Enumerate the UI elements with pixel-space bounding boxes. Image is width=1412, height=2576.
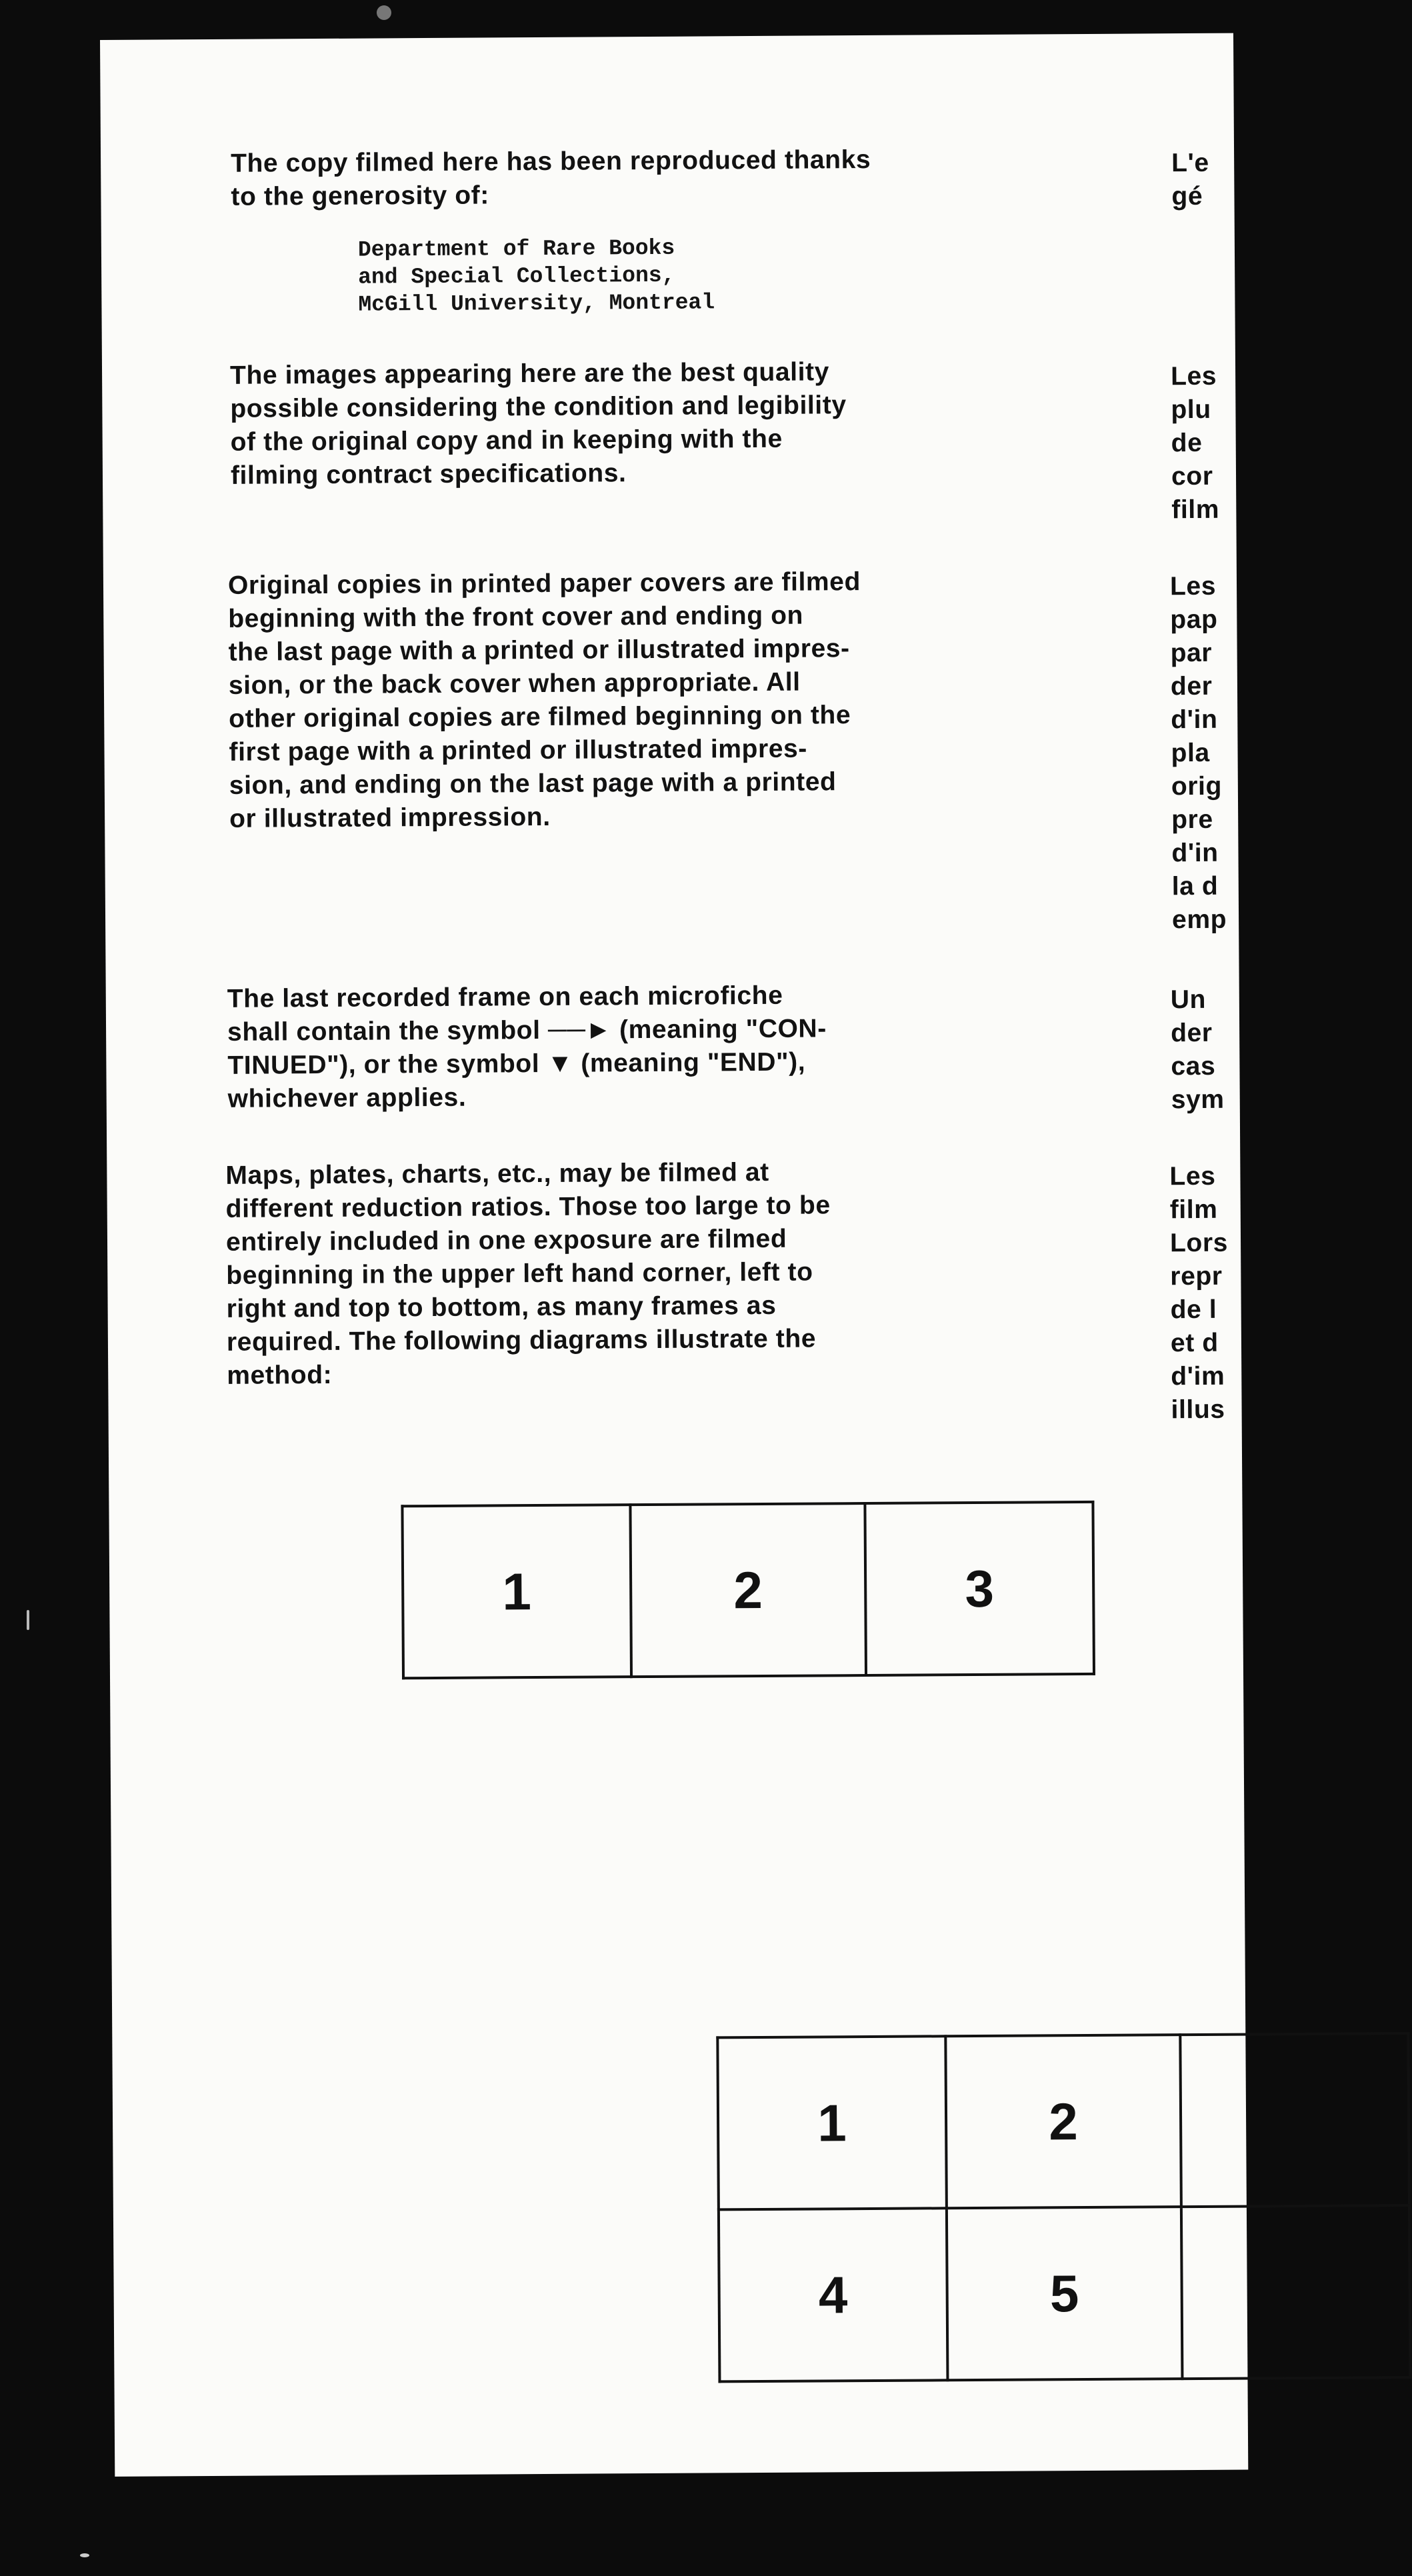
last-frame-text: The last recorded frame on each microfiche shall contain the symbol ──► (meaning "CON- TINUED"), or the symbol ▼ (meaning "END"), whichever applies. (227, 981, 827, 1113)
maps-plates-text: Maps, plates, charts, etc., may be filmed at different reduction ratios. Those too large to be entirely included in one exposure are filmed beginning in the upper left hand corner, left to right and top to bottom, as many frames as required. The following diagrams illustrate the method: (225, 1157, 831, 1390)
grid-cell-2: 2 (945, 2035, 1181, 2208)
institution-name: Department of Rare Books and Special Collections, McGill University, Montreal (357, 235, 715, 317)
french-intro-text: L'e gé (1171, 148, 1209, 211)
document-page (100, 33, 1248, 2477)
scan-speck (80, 2553, 89, 2557)
grid-cell-4: 4 (719, 2208, 947, 2381)
frame-cell-3: 3 (865, 1502, 1094, 1675)
original-covers-text: Original copies in printed paper covers are filmed beginning with the front cover and ending on the last page with a printed or illustrated impres- sion, or the back cover when appropriate. All other original copies are filmed beginning on the first page with a printed or illustrated impres- sion, and ending on the last page with a printed or illustrated impression. (227, 567, 861, 833)
french-quality-text: Les plu de cor film (1170, 361, 1220, 525)
image-quality-text: The images appearing here are the best quality possible considering the condition and legibility of the original copy and in keeping with the filming contract specifications. (229, 357, 847, 490)
scan-speck (27, 1610, 29, 1630)
frame-cell-2: 2 (630, 1503, 866, 1677)
frame-row-diagram (401, 1501, 1095, 1679)
grid-cell-5: 5 (947, 2207, 1183, 2380)
acknowledgement-text: The copy filmed here has been reproduced thanks to the generosity of: (231, 145, 871, 211)
french-covers-text: Les pap par der d'in pla orig pre d'in la d emp (1169, 571, 1227, 935)
scan-speck (377, 5, 391, 20)
french-last-frame-text: Un der cas sym (1170, 985, 1225, 1115)
grid-cell-6 (1181, 2205, 1410, 2379)
frame-grid-diagram (716, 2032, 1411, 2383)
french-maps-text: Les film Lors repr de l et d d'im illus (1169, 1161, 1229, 1425)
grid-cell-1: 1 (717, 2036, 946, 2209)
frame-cell-1: 1 (402, 1505, 631, 1678)
grid-cell-3 (1180, 2033, 1409, 2207)
